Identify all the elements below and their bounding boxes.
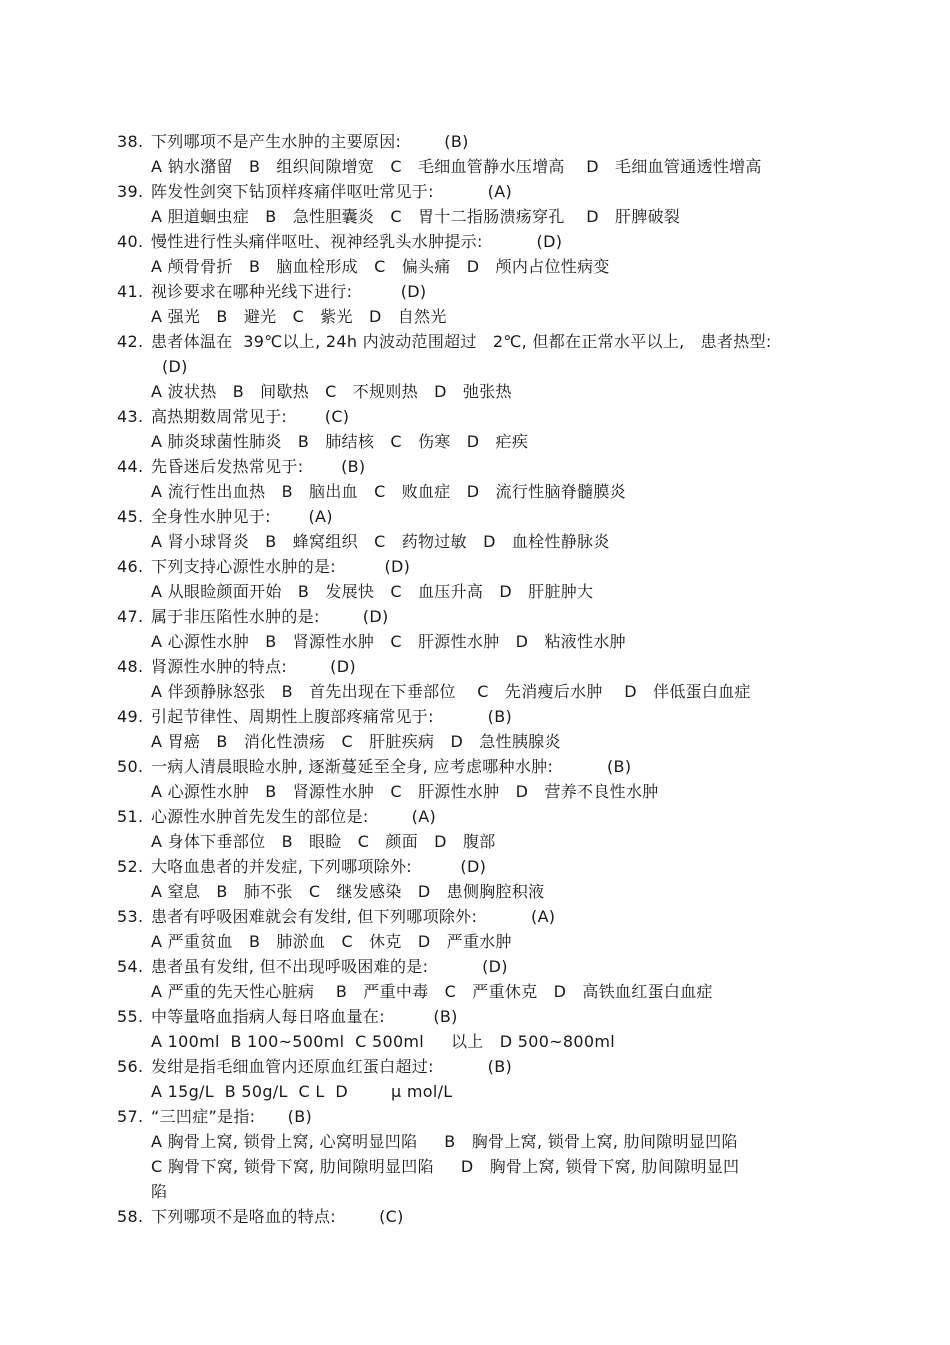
question-text: 慢性进行性头痛伴呕吐、视神经乳头水肿提示: (D) <box>151 232 563 251</box>
option-line <box>151 207 680 227</box>
option-text: (D) <box>162 357 188 376</box>
option-line <box>151 432 528 452</box>
option-text: A 100ml B 100~500ml C 500ml 以上 D 500~800ml <box>151 1032 615 1051</box>
option-text: A 心源性水肿 B 肾源性水肿 C 肝源性水肿 D 营养不良性水肿 <box>151 782 659 801</box>
option-line <box>151 307 447 327</box>
question-number: 45. <box>117 507 144 526</box>
option-line <box>151 1132 738 1152</box>
question-line <box>117 957 508 977</box>
option-text: A 肾小球肾炎 B 蜂窝组织 C 药物过敏 D 血栓性静脉炎 <box>151 532 610 551</box>
option-line <box>151 982 713 1002</box>
question-line <box>117 507 333 527</box>
question-number: 38. <box>117 132 144 151</box>
question-line <box>117 282 426 302</box>
question-line <box>117 757 631 777</box>
option-text: A 钠水潴留 B 组织间隙增宽 C 毛细血管静水压增高 D 毛细血管通透性增高 <box>151 157 762 176</box>
option-text: A 严重贫血 B 肺淤血 C 休克 D 严重水肿 <box>151 932 512 951</box>
question-line <box>117 232 562 252</box>
option-line <box>151 1032 615 1052</box>
question-text: 全身性水肿见于: (A) <box>151 507 333 526</box>
question-text: 阵发性剑突下钻顶样疼痛伴呕吐常见于: (A) <box>151 182 512 201</box>
question-number: 47. <box>117 607 144 626</box>
question-number: 46. <box>117 557 144 576</box>
question-text: 患者虽有发绀, 但不出现呼吸困难的是: (D) <box>151 957 508 976</box>
question-number: 50. <box>117 757 144 776</box>
option-line <box>151 257 610 277</box>
option-text: A 伴颈静脉怒张 B 首先出现在下垂部位 C 先消瘦后水肿 D 伴低蛋白血症 <box>151 682 751 701</box>
option-line <box>151 482 626 502</box>
question-number: 51. <box>117 807 144 826</box>
option-text: C 胸骨下窝, 锁骨下窝, 肋间隙明显凹陷 D 胸骨上窝, 锁骨下窝, 肋间隙明显凹 <box>151 1157 740 1176</box>
option-text: A 胆道蛔虫症 B 急性胆囊炎 C 胃十二指肠溃疡穿孔 D 肝脾破裂 <box>151 207 681 226</box>
question-text: 肾源性水肿的特点: (D) <box>151 657 356 676</box>
option-text: A 身体下垂部位 B 眼睑 C 颜面 D 腹部 <box>151 832 496 851</box>
question-line <box>117 557 410 577</box>
option-text: 陷 <box>151 1182 168 1201</box>
question-line <box>117 1107 312 1127</box>
question-number: 40. <box>117 232 144 251</box>
option-line <box>151 1182 167 1202</box>
option-text: A 胸骨上窝, 锁骨上窝, 心窝明显凹陷 B 胸骨上窝, 锁骨上窝, 肋间隙明显凹陷 <box>151 1132 738 1151</box>
question-text: 心源性水肿首先发生的部位是: (A) <box>151 807 437 826</box>
question-text: 大咯血患者的并发症, 下列哪项除外: (D) <box>151 857 487 876</box>
question-line <box>117 657 356 677</box>
question-number: 41. <box>117 282 144 301</box>
question-number: 53. <box>117 907 144 926</box>
option-line <box>151 157 762 177</box>
option-text: A 胃癌 B 消化性溃疡 C 肝脏疾病 D 急性胰腺炎 <box>151 732 561 751</box>
question-text: 视诊要求在哪种光线下进行: (D) <box>151 282 427 301</box>
option-line <box>151 782 659 802</box>
question-number: 55. <box>117 1007 144 1026</box>
option-line <box>151 932 512 952</box>
option-text: A 波状热 B 间歇热 C 不规则热 D 弛张热 <box>151 382 512 401</box>
option-line <box>151 682 751 702</box>
question-line <box>117 1207 404 1227</box>
question-text: 属于非压陷性水肿的是: (D) <box>151 607 389 626</box>
option-text: A 15g/L B 50g/L C L D μ mol/L <box>151 1082 453 1101</box>
question-text: 患者体温在 39℃以上, 24h 内波动范围超过 2℃, 但都在正常水平以上, 患者热型: <box>151 332 772 351</box>
option-text: A 肺炎球菌性肺炎 B 肺结核 C 伤寒 D 疟疾 <box>151 432 529 451</box>
question-text: 下列哪项不是产生水肿的主要原因: (B) <box>151 132 469 151</box>
question-line <box>117 1007 458 1027</box>
option-text: A 从眼睑颜面开始 B 发展快 C 血压升高 D 肝脏肿大 <box>151 582 594 601</box>
question-number: 58. <box>117 1207 144 1226</box>
question-number: 48. <box>117 657 144 676</box>
question-number: 44. <box>117 457 144 476</box>
option-text: A 强光 B 避光 C 紫光 D 自然光 <box>151 307 447 326</box>
question-line <box>117 907 555 927</box>
question-line <box>117 457 365 477</box>
question-number: 49. <box>117 707 144 726</box>
question-number: 39. <box>117 182 144 201</box>
question-text: “三凹症”是指: (B) <box>151 1107 313 1126</box>
option-text: A 窒息 B 肺不张 C 继发感染 D 患侧胸腔积液 <box>151 882 545 901</box>
question-text: 先昏迷后发热常见于: (B) <box>151 457 366 476</box>
option-text: A 颅骨骨折 B 脑血栓形成 C 偏头痛 D 颅内占位性病变 <box>151 257 610 276</box>
option-line <box>151 582 593 602</box>
option-line <box>151 1157 739 1177</box>
option-line <box>151 1082 453 1102</box>
question-line <box>117 182 512 202</box>
option-line <box>151 532 610 552</box>
question-text: 引起节律性、周期性上腹部疼痛常见于: (B) <box>151 707 513 726</box>
option-line <box>151 832 496 852</box>
question-line <box>117 707 512 727</box>
option-text: A 流行性出血热 B 脑出血 C 败血症 D 流行性脑脊髓膜炎 <box>151 482 626 501</box>
question-number: 42. <box>117 332 144 351</box>
question-number: 54. <box>117 957 144 976</box>
question-line <box>117 607 388 627</box>
question-number: 52. <box>117 857 144 876</box>
question-line <box>117 407 349 427</box>
question-line <box>117 132 469 152</box>
option-line <box>162 357 188 377</box>
option-line <box>151 382 512 402</box>
option-line <box>151 632 626 652</box>
question-line <box>117 332 772 352</box>
question-text: 一病人清晨眼睑水肿, 逐渐蔓延至全身, 应考虑哪种水肿: (B) <box>151 757 632 776</box>
question-text: 患者有呼吸困难就会有发绀, 但下列哪项除外: (A) <box>151 907 556 926</box>
option-text: A 心源性水肿 B 肾源性水肿 C 肝源性水肿 D 粘液性水肿 <box>151 632 626 651</box>
question-line <box>117 1057 512 1077</box>
question-line <box>117 857 486 877</box>
option-line <box>151 882 544 902</box>
question-text: 下列支持心源性水肿的是: (D) <box>151 557 411 576</box>
question-text: 下列哪项不是咯血的特点: (C) <box>151 1207 404 1226</box>
question-number: 56. <box>117 1057 144 1076</box>
question-line <box>117 807 436 827</box>
question-text: 中等量咯血指病人每日咯血量在: (B) <box>151 1007 458 1026</box>
question-text: 高热期数周常见于: (C) <box>151 407 350 426</box>
question-text: 发绀是指毛细血管内还原血红蛋白超过: (B) <box>151 1057 513 1076</box>
question-number: 43. <box>117 407 144 426</box>
option-text: A 严重的先天性心脏病 B 严重中毒 C 严重休克 D 高铁血红蛋白血症 <box>151 982 713 1001</box>
option-line <box>151 732 561 752</box>
question-number: 57. <box>117 1107 144 1126</box>
